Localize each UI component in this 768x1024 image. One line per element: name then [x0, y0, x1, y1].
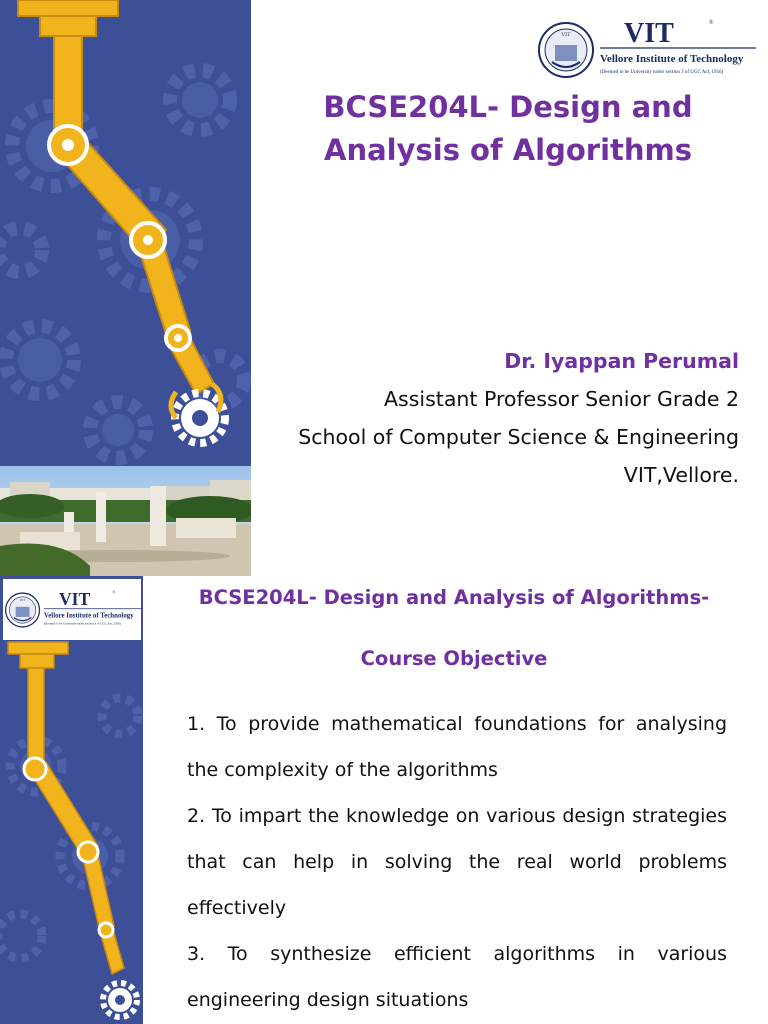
presenter-place: VIT,Vellore. — [623, 463, 739, 487]
svg-text:VIT: VIT — [561, 32, 571, 38]
svg-text:(Deemed to be University under: (Deemed to be University under section 3 of UGC Act, 1956) — [600, 70, 724, 75]
robotic-arm-illustration — [0, 576, 143, 1024]
svg-text:®: ® — [709, 20, 714, 26]
robotic-arm-panel-small — [0, 576, 143, 1024]
presenter-block — [298, 342, 739, 494]
objective-list — [187, 701, 727, 1023]
slide-subtitle: Course Objective — [360, 647, 548, 670]
svg-text:Vellore Institute of Technolog: Vellore Institute of Technology — [600, 53, 744, 65]
title-line-2: Analysis of Algorithms — [324, 133, 692, 167]
svg-text:Vellore Institute of Technolog: Vellore Institute of Technology — [43, 612, 134, 620]
vit-logo — [538, 14, 758, 86]
title-line-1: BCSE204L- Design and — [323, 90, 693, 124]
presenter-name: Dr. Iyappan Perumal — [504, 349, 739, 373]
svg-text:VIT: VIT — [19, 598, 26, 603]
slide-title — [268, 86, 748, 172]
objective-item: 1. To provide mathematical foundations for analysing the complexity of the algorithms — [187, 713, 727, 781]
gear-icon — [103, 983, 137, 1017]
svg-text:(Deemed to be University under: (Deemed to be University under section 3 of UGC Act, 1956) — [43, 621, 121, 626]
logo-box — [3, 579, 141, 640]
presenter-school: School of Computer Science & Engineering — [298, 425, 739, 449]
objective-item: 2. To impart the knowledge on various design strategies that can help in solving the real world problems effectively — [187, 805, 727, 919]
vit-logo — [5, 582, 143, 638]
svg-text:®: ® — [112, 590, 116, 595]
robotic-arm-illustration — [0, 0, 251, 466]
slide-title: BCSE204L- Design and Analysis of Algorithms- — [198, 586, 710, 609]
presenter-designation: Assistant Professor Senior Grade 2 — [384, 387, 739, 411]
gear-icon — [175, 393, 225, 443]
svg-text:VIT: VIT — [58, 588, 91, 609]
objective-item: 3. To synthesize efficient algorithms in various engineering design situations — [187, 943, 727, 1011]
svg-text:VIT: VIT — [624, 18, 674, 49]
robotic-arm-panel — [0, 0, 251, 466]
course-objective-slide — [0, 576, 768, 1024]
campus-photo — [0, 466, 251, 576]
